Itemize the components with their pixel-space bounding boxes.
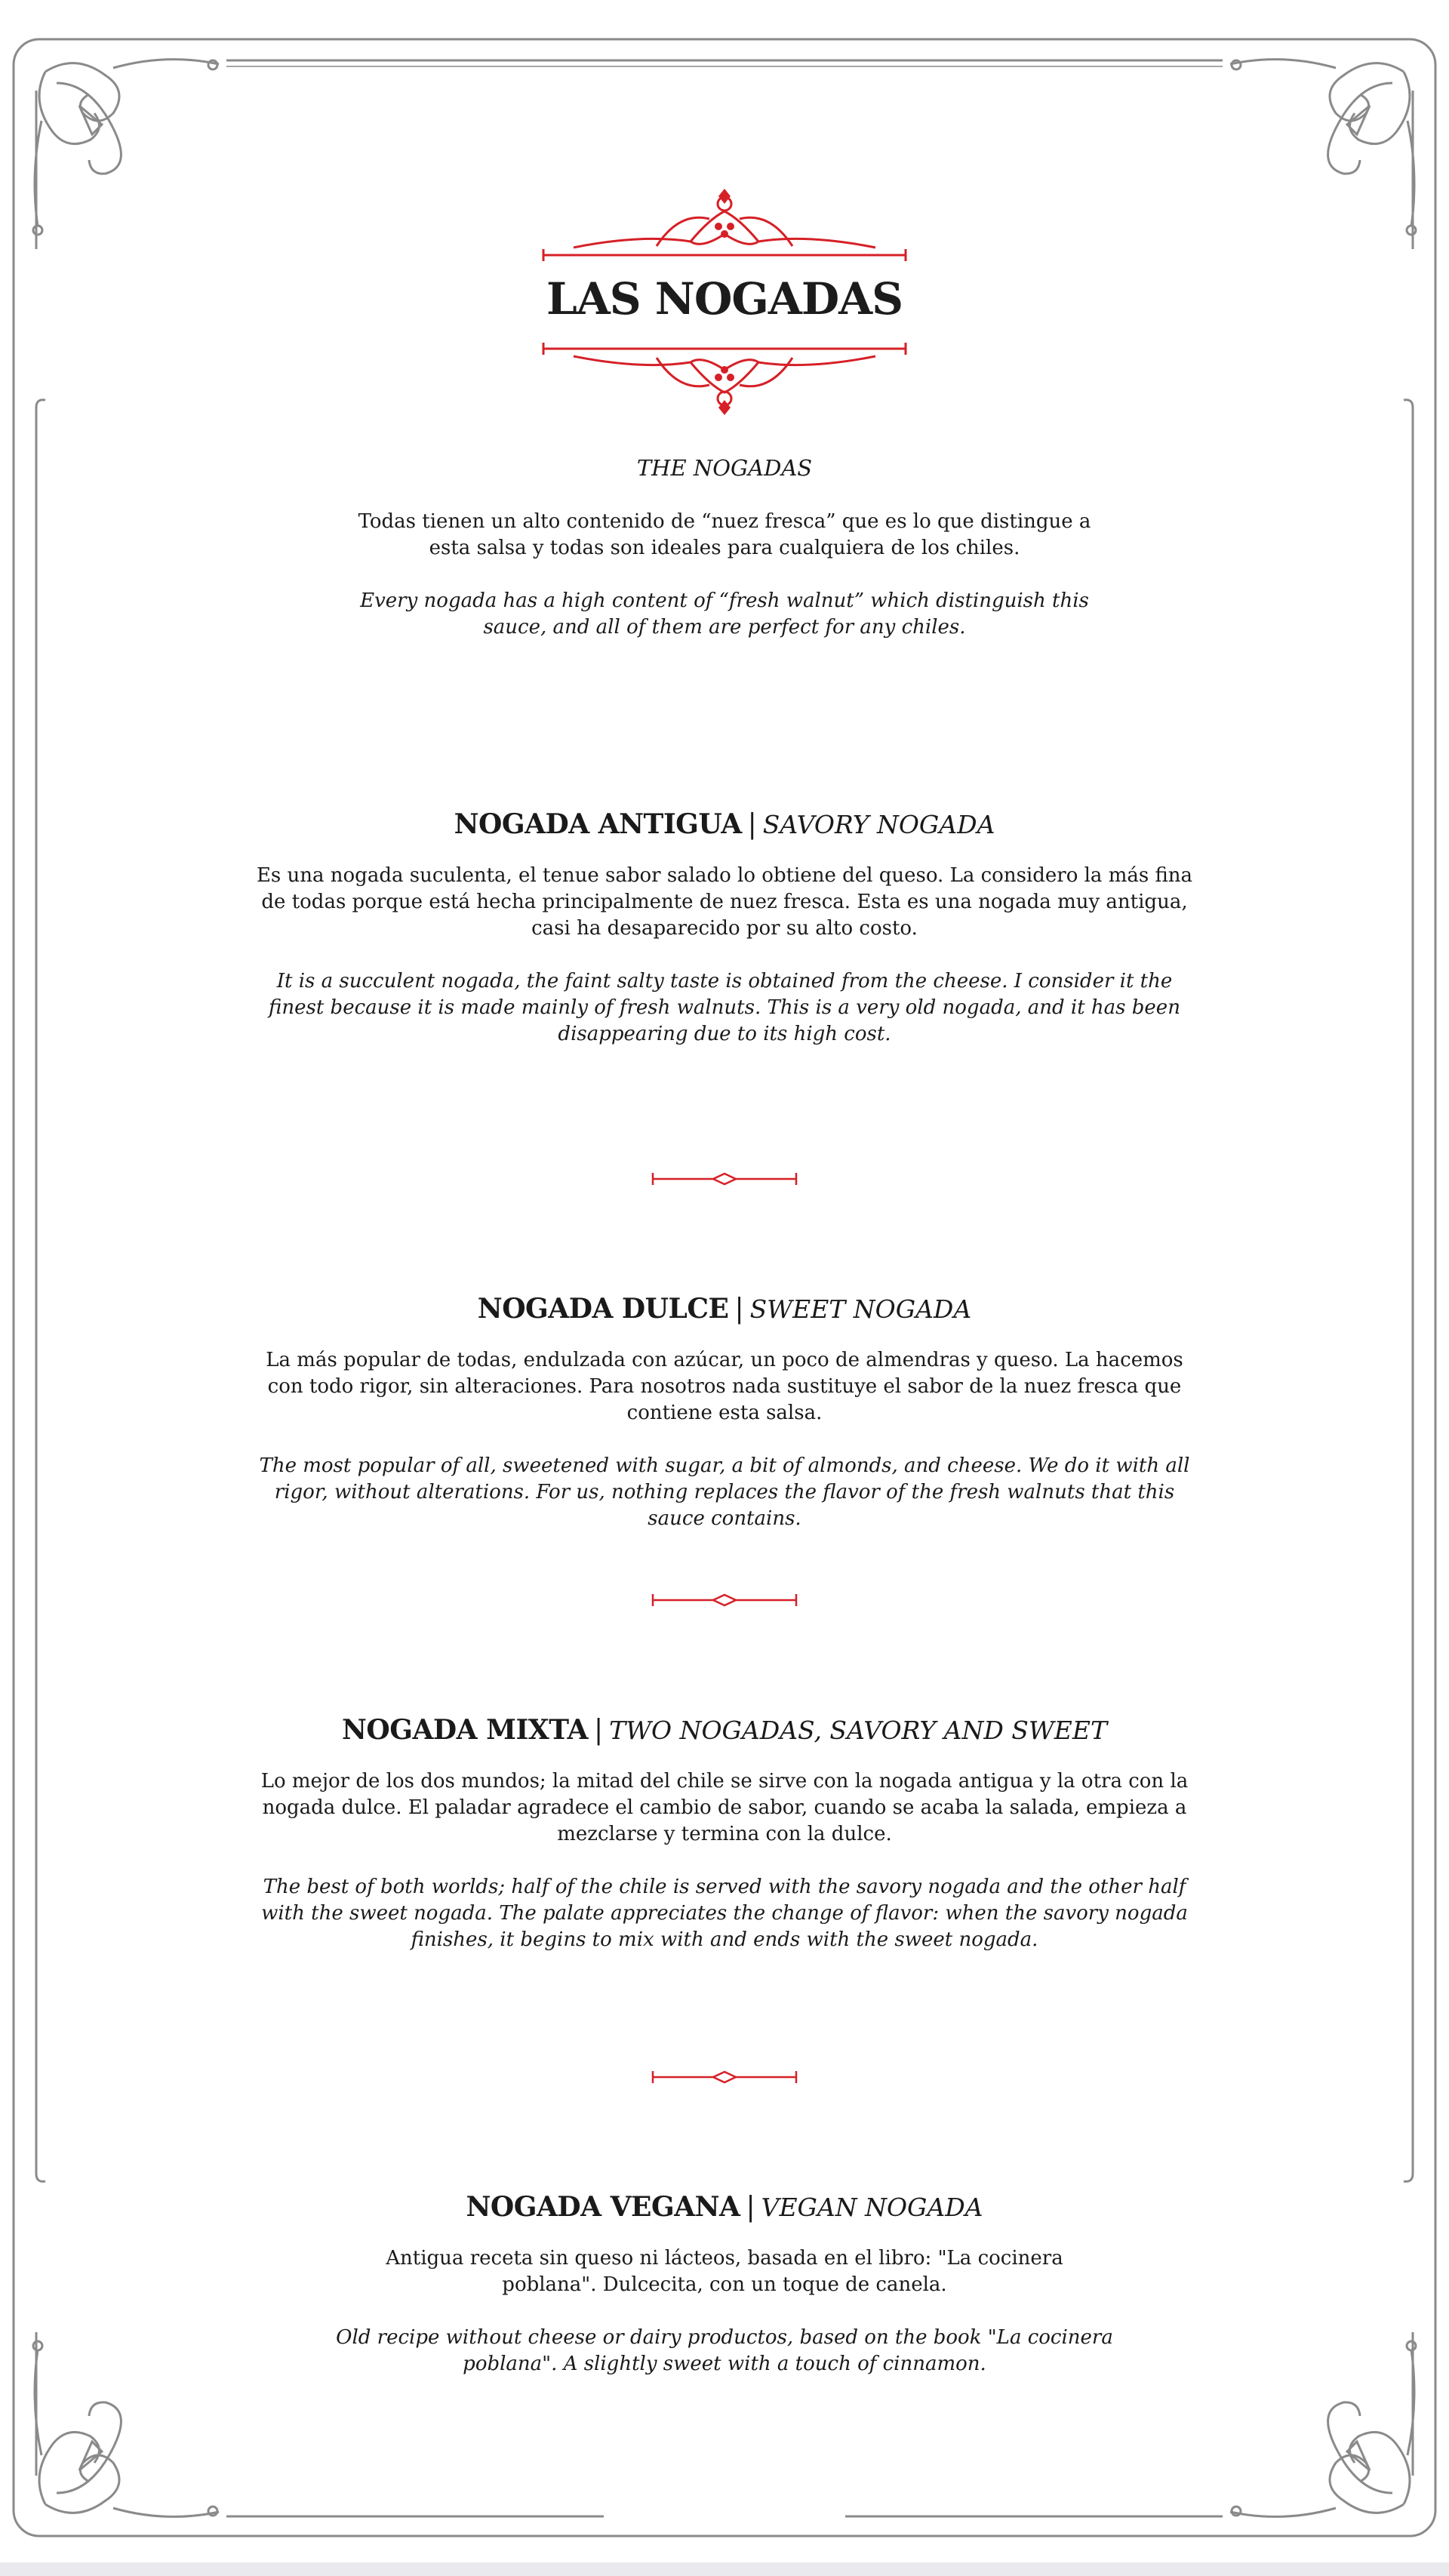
title-separator: | <box>593 1715 604 1746</box>
section-text-es: Lo mejor de los dos mundos; la mitad del chile se sirve con la nogada antigua y la otra con la nogada dulce. El paladar agradece el cambio de sabor, cuando se acaba la salada, empieza a mezclarse y termina con la dulce. <box>260 1770 1189 1845</box>
divider-ornament <box>649 1591 800 1609</box>
title-separator: | <box>746 2192 755 2223</box>
section-heading <box>249 2190 1200 2224</box>
section-text-en: The best of both worlds; half of the chile is served with the savory nogada and the other half with the sweet nogada. The palate appreciates the change of flavor: when the savory nogada finishes, it begins to mix with and ends with the sweet nogada. <box>261 1876 1188 1951</box>
section-heading <box>249 1292 1200 1326</box>
intro-text-en: Every nogada has a high content of “fresh walnut” which distinguish this sauce, and all of them are perfect for any chiles. <box>360 589 1089 639</box>
section-title-es: NOGADA VEGANA <box>466 2191 740 2223</box>
title-separator: | <box>734 1294 744 1325</box>
section-title-en: VEGAN NOGADA <box>761 2193 983 2222</box>
section-heading <box>249 1713 1200 1747</box>
intro-section <box>249 455 1200 641</box>
section-text-en: The most popular of all, sweetened with sugar, a bit of almonds, and cheese. We do it with all rigor, without alterations. For us, nothing replaces the flavor of the fresh walnuts that this sauce contains. <box>259 1454 1190 1530</box>
intro-text-es: Todas tienen un alto contenido de “nuez fresca” que es lo que distingue a esta salsa y todas son ideales para cualquiera de los chiles. <box>358 510 1091 559</box>
section-title-es: NOGADA DULCE <box>477 1293 729 1325</box>
section-title-es: NOGADA MIXTA <box>341 1714 588 1746</box>
section-text-es: La más popular de todas, endulzada con azúcar, un poco de almendras y queso. La hacemos con todo rigor, sin alteraciones. Para nosotros nada sustituye el sabor de la nuez fresca que contiene esta salsa. <box>266 1349 1183 1424</box>
section-text-es: Antigua receta sin queso ni lácteos, basada en el libro: "La cocinera poblana". Dulcecita, con un toque de canela. <box>386 2247 1063 2296</box>
logo-title: LAS NOGADAS <box>546 273 903 325</box>
section-title-en: SAVORY NOGADA <box>762 810 995 839</box>
section-text-en: Old recipe without cheese or dairy productos, based on the book "La cocinera poblana". A slightly sweet with a touch of cinnamon. <box>336 2326 1113 2375</box>
section-antigua <box>249 808 1200 1048</box>
section-title-en: TWO NOGADAS, SAVORY AND SWEET <box>609 1716 1107 1745</box>
divider-ornament <box>649 2068 800 2086</box>
divider-ornament <box>649 1170 800 1188</box>
section-title-en: SWEET NOGADA <box>749 1294 972 1324</box>
section-heading <box>249 808 1200 842</box>
section-vegana <box>249 2190 1200 2377</box>
section-text-en: It is a succulent nogada, the faint salty taste is obtained from the cheese. I consider it the finest because it is made mainly of fresh walnuts. This is a very old nogada, and it has been disappearing due to its high cost. <box>269 970 1180 1045</box>
section-text-es: Es una nogada suculenta, el tenue sabor salado lo obtiene del queso. La considero la más fina de todas porque está hecha principalmente de nuez fresca. Esta es una nogada muy antigua, casi ha desaparecido por su alto costo. <box>256 864 1193 940</box>
section-dulce <box>249 1292 1200 1532</box>
section-mixta <box>249 1713 1200 1953</box>
logo <box>528 189 921 415</box>
title-separator: | <box>747 809 757 840</box>
bottom-strip <box>0 2562 1449 2576</box>
intro-subtitle: THE NOGADAS <box>636 455 813 481</box>
section-title-es: NOGADA ANTIGUA <box>454 808 742 840</box>
